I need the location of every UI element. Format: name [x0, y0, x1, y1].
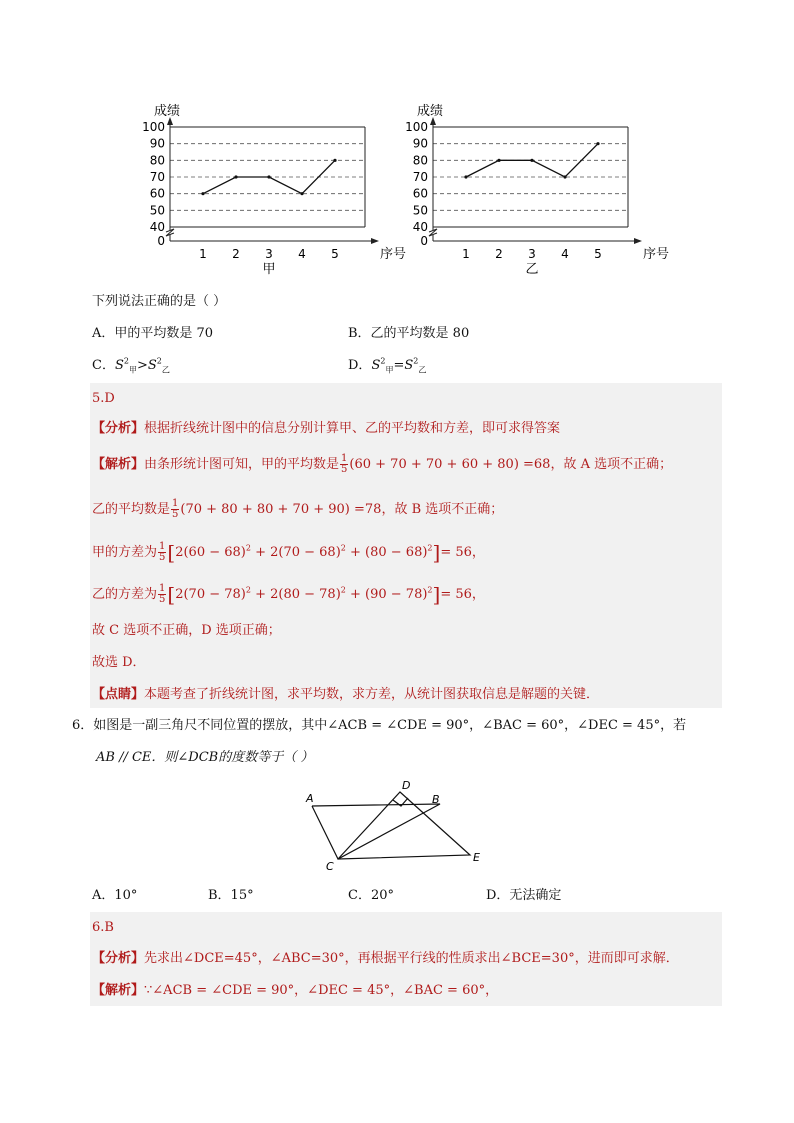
q5-option-b: B．乙的平均数是 80 [348, 326, 470, 341]
y-tick-label: 0 [420, 234, 428, 248]
triangle-abc [312, 804, 440, 859]
y-tick-label: 90 [149, 136, 165, 151]
y-tick-label: 50 [149, 203, 165, 218]
y-axis-label: 成绩 [416, 104, 443, 119]
y-tick-label: 70 [149, 170, 165, 184]
data-point [333, 159, 336, 162]
label-c: C [326, 860, 334, 873]
x-axis-label: 序号 [379, 247, 407, 262]
q6-figure [290, 775, 500, 875]
q6-prompt-line1: 6．如图是一副三角尺不同位置的摆放，其中∠ACB = ∠CDE = 90°，∠BAC = 60°，∠DEC = 45°，若 [72, 718, 687, 733]
chart-yi [405, 103, 669, 277]
y-tick-label: 80 [149, 153, 165, 168]
x-tick-label: 3 [265, 247, 273, 261]
x-tick-label: 1 [462, 247, 470, 261]
q5-comment: 【点睛】本题考查了折线统计图，求平均数，求方差，从统计图获取信息是解题的关键． [92, 687, 600, 702]
q5-solution-line1: 【解析】由条形统计图可知，甲的平均数是 $\frac{1}{5}$ (60 + 70 + 70 + 60 + 80) =68，故 A 选项不正确； [92, 453, 673, 475]
x-tick-label: 1 [199, 247, 207, 261]
data-point [201, 192, 204, 195]
q5-analysis: 【分析】根据折线统计图中的信息分别计算甲、乙的平均数和方差，即可求得答案 [92, 421, 561, 436]
q5-answer: 5.D [92, 391, 115, 406]
data-point [563, 175, 566, 178]
q5-option-a: A．甲的平均数是 70 [92, 326, 214, 341]
q6-option-a: A．10° [92, 888, 138, 903]
label-d: D [402, 779, 411, 792]
y-tick-label: 50 [412, 203, 428, 218]
q6-option-b: B．15° [208, 888, 254, 903]
axis-break-mark [429, 229, 437, 236]
x-axis-arrow [371, 238, 379, 244]
data-point [234, 175, 237, 178]
data-point [300, 192, 303, 195]
q6-solution: 【解析】∵∠ACB = ∠CDE = 90°，∠DEC = 45°，∠BAC = 60°， [92, 983, 499, 998]
y-tick-label: 70 [412, 170, 428, 184]
label-b: B [432, 793, 440, 806]
q6-answer: 6.B [92, 920, 114, 935]
q5-option-d: D．$S^2_甲=S^2_乙$ [348, 356, 427, 375]
data-point [267, 175, 270, 178]
label-e: E [473, 851, 480, 864]
x-tick-label: 2 [232, 247, 240, 261]
x-axis-label: 序号 [642, 247, 670, 262]
q5-prompt: 下列说法正确的是（ ） [92, 294, 227, 309]
y-tick-label: 60 [149, 186, 165, 201]
charts-area [0, 0, 794, 290]
x-tick-label: 4 [561, 247, 569, 261]
y-tick-label: 100 [142, 120, 165, 134]
x-tick-label: 4 [298, 247, 306, 261]
data-point [530, 159, 533, 162]
data-point [596, 142, 599, 145]
y-tick-label: 90 [412, 136, 428, 151]
x-tick-label: 2 [495, 247, 503, 261]
chart-jia [142, 103, 406, 277]
label-a: A [306, 792, 314, 805]
q5-option-c: C．$S^2_甲>S^2_乙$ [92, 356, 170, 375]
chart-title: 乙 [525, 262, 539, 277]
y-tick-label: 60 [412, 186, 428, 201]
data-point [497, 159, 500, 162]
data-point [464, 175, 467, 178]
y-tick-label: 100 [405, 120, 428, 134]
q5-solution-line3: 甲的方差为 $\frac{1}{5}$ $[2(60 - 68)^2 + 2(70 - 68)^2 + (80 - 68)^2]= 56$， [92, 540, 485, 565]
q5-solution-line5: 故 C 选项不正确，D 选项正确； [92, 623, 281, 638]
q6-option-c: C．20° [348, 888, 394, 903]
y-tick-label: 80 [412, 153, 428, 168]
x-axis-arrow [634, 238, 642, 244]
axis-break-mark [166, 229, 174, 236]
q5-solution-line2: 乙的平均数是 $\frac{1}{5}$ (70 + 80 + 80 + 70 + 90) =78，故 B 选项不正确； [92, 498, 504, 520]
y-tick-label: 0 [157, 234, 165, 248]
chart-title: 甲 [262, 262, 276, 277]
y-tick-label: 40 [149, 220, 165, 234]
q6-prompt-line2: AB // CE．则∠DCB的度数等于（ ） [96, 750, 314, 765]
q5-solution-line4: 乙的方差为 $\frac{1}{5}$ $[2(70 - 78)^2 + 2(80 - 78)^2 + (90 - 78)^2]= 56$， [92, 582, 485, 607]
x-tick-label: 5 [331, 247, 339, 261]
x-tick-label: 3 [528, 247, 536, 261]
q6-option-d: D．无法确定 [486, 888, 562, 903]
y-tick-label: 40 [412, 220, 428, 234]
q5-solution-line6: 故选 D． [92, 655, 146, 670]
y-axis-label: 成绩 [153, 104, 180, 119]
q6-analysis: 【分析】先求出∠DCE=45°，∠ABC=30°，再根据平行线的性质求出∠BCE=30°，进而即可求解． [92, 951, 679, 966]
x-tick-label: 5 [594, 247, 602, 261]
